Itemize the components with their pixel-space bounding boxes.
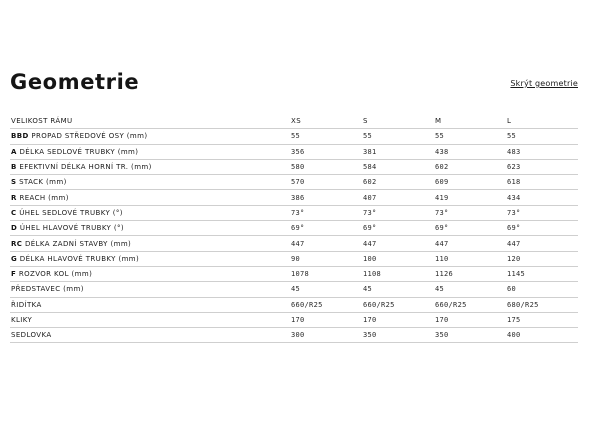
cell-m: 438 [434, 144, 506, 159]
row-code: S [11, 178, 17, 187]
cell-l: 55 [506, 129, 578, 144]
cell-xs: 55 [290, 129, 362, 144]
row-label [10, 297, 290, 312]
cell-l: 73° [506, 205, 578, 220]
cell-s: 407 [362, 190, 434, 205]
table-row [10, 251, 578, 266]
table-row [10, 175, 578, 190]
row-label-text: KLIKY [11, 316, 33, 324]
cell-l: 400 [506, 328, 578, 343]
row-label-text: ROZVOR KOL (mm) [18, 270, 93, 279]
row-label-text: DÉLKA ZADNÍ STAVBY (mm) [24, 239, 132, 248]
row-label [10, 221, 290, 236]
row-label [10, 190, 290, 205]
row-label [10, 266, 290, 281]
table-row [10, 221, 578, 236]
cell-s: 660/R25 [362, 297, 434, 312]
cell-xs: 90 [290, 251, 362, 266]
cell-xs: 1078 [290, 266, 362, 281]
row-label-text: ÚHEL HLAVOVÉ TRUBKY (°) [19, 224, 125, 233]
cell-m: 660/R25 [434, 297, 506, 312]
row-code: G [11, 254, 18, 263]
table-row [10, 282, 578, 297]
cell-s: 45 [362, 282, 434, 297]
row-label-text: REACH (mm) [19, 193, 69, 202]
table-row [10, 312, 578, 327]
row-code: D [11, 224, 18, 233]
cell-l: 623 [506, 159, 578, 174]
cell-l: 434 [506, 190, 578, 205]
cell-l: 447 [506, 236, 578, 251]
row-label-text: ŘIDÍTKA [11, 300, 42, 309]
row-label [10, 129, 290, 144]
cell-m: 419 [434, 190, 506, 205]
row-label-text: DÉLKA SEDLOVÉ TRUBKY (mm) [19, 147, 139, 156]
table-row [10, 328, 578, 343]
table-row [10, 266, 578, 281]
row-label [10, 159, 290, 174]
cell-xs: 300 [290, 328, 362, 343]
row-label-text: EFEKTIVNÍ DÉLKA HORNÍ TR. (mm) [19, 163, 152, 172]
geometry-table [10, 114, 578, 343]
cell-s: 1108 [362, 266, 434, 281]
cell-s: 55 [362, 129, 434, 144]
row-code: A [11, 147, 17, 156]
cell-m: 110 [434, 251, 506, 266]
cell-l: 680/R25 [506, 297, 578, 312]
cell-l: 175 [506, 312, 578, 327]
cell-xs: 580 [290, 159, 362, 174]
cell-l: 69° [506, 221, 578, 236]
cell-s: 602 [362, 175, 434, 190]
table-row [10, 297, 578, 312]
cell-s: 447 [362, 236, 434, 251]
table-row [10, 144, 578, 159]
cell-xs: 386 [290, 190, 362, 205]
cell-s: 584 [362, 159, 434, 174]
cell-l: 120 [506, 251, 578, 266]
cell-m: 350 [434, 328, 506, 343]
cell-xs: 170 [290, 312, 362, 327]
cell-xs: 356 [290, 144, 362, 159]
row-label [10, 282, 290, 297]
cell-xs: 73° [290, 205, 362, 220]
cell-m: 55 [434, 129, 506, 144]
header-size-m: M [434, 114, 506, 129]
cell-l: 618 [506, 175, 578, 190]
row-label [10, 144, 290, 159]
header-size-xs: XS [290, 114, 362, 129]
cell-s: 73° [362, 205, 434, 220]
cell-l: 483 [506, 144, 578, 159]
cell-m: 170 [434, 312, 506, 327]
row-label [10, 236, 290, 251]
row-label [10, 251, 290, 266]
cell-xs: 447 [290, 236, 362, 251]
row-label-text: PROPAD STŘEDOVÉ OSY (mm) [31, 132, 148, 141]
cell-m: 73° [434, 205, 506, 220]
cell-s: 69° [362, 221, 434, 236]
row-code: F [11, 270, 17, 279]
row-label-text: PŘEDSTAVEC (mm) [11, 285, 84, 294]
hide-geometry-link[interactable]: Skrýt geometrie [510, 79, 578, 88]
row-label [10, 312, 290, 327]
cell-l: 60 [506, 282, 578, 297]
cell-s: 350 [362, 328, 434, 343]
row-label [10, 205, 290, 220]
table-row [10, 205, 578, 220]
row-code: RC [11, 239, 23, 248]
cell-m: 69° [434, 221, 506, 236]
header-label-frame-size: VELIKOST RÁMU [10, 114, 290, 129]
table-row [10, 190, 578, 205]
cell-m: 602 [434, 159, 506, 174]
cell-s: 170 [362, 312, 434, 327]
cell-m: 447 [434, 236, 506, 251]
row-label-text: SEDLOVKA [11, 331, 52, 340]
cell-xs: 570 [290, 175, 362, 190]
cell-xs: 45 [290, 282, 362, 297]
row-label-text: DÉLKA HLAVOVÉ TRUBKY (mm) [19, 254, 140, 263]
table-header-row [10, 114, 578, 129]
table-row [10, 236, 578, 251]
cell-xs: 69° [290, 221, 362, 236]
row-code: C [11, 208, 17, 217]
cell-m: 1126 [434, 266, 506, 281]
cell-xs: 660/R25 [290, 297, 362, 312]
page-title: Geometrie [10, 70, 140, 94]
cell-m: 609 [434, 175, 506, 190]
header-size-l: L [506, 114, 578, 129]
row-code: B [11, 163, 17, 172]
row-code: BBD [11, 132, 29, 141]
cell-s: 100 [362, 251, 434, 266]
header-size-s: S [362, 114, 434, 129]
cell-l: 1145 [506, 266, 578, 281]
row-label [10, 328, 290, 343]
row-label-text: STACK (mm) [19, 178, 67, 187]
table-row [10, 129, 578, 144]
row-code: R [11, 193, 17, 202]
table-row [10, 159, 578, 174]
cell-s: 381 [362, 144, 434, 159]
row-label [10, 175, 290, 190]
cell-m: 45 [434, 282, 506, 297]
row-label-text: ÚHEL SEDLOVÉ TRUBKY (°) [19, 208, 123, 217]
